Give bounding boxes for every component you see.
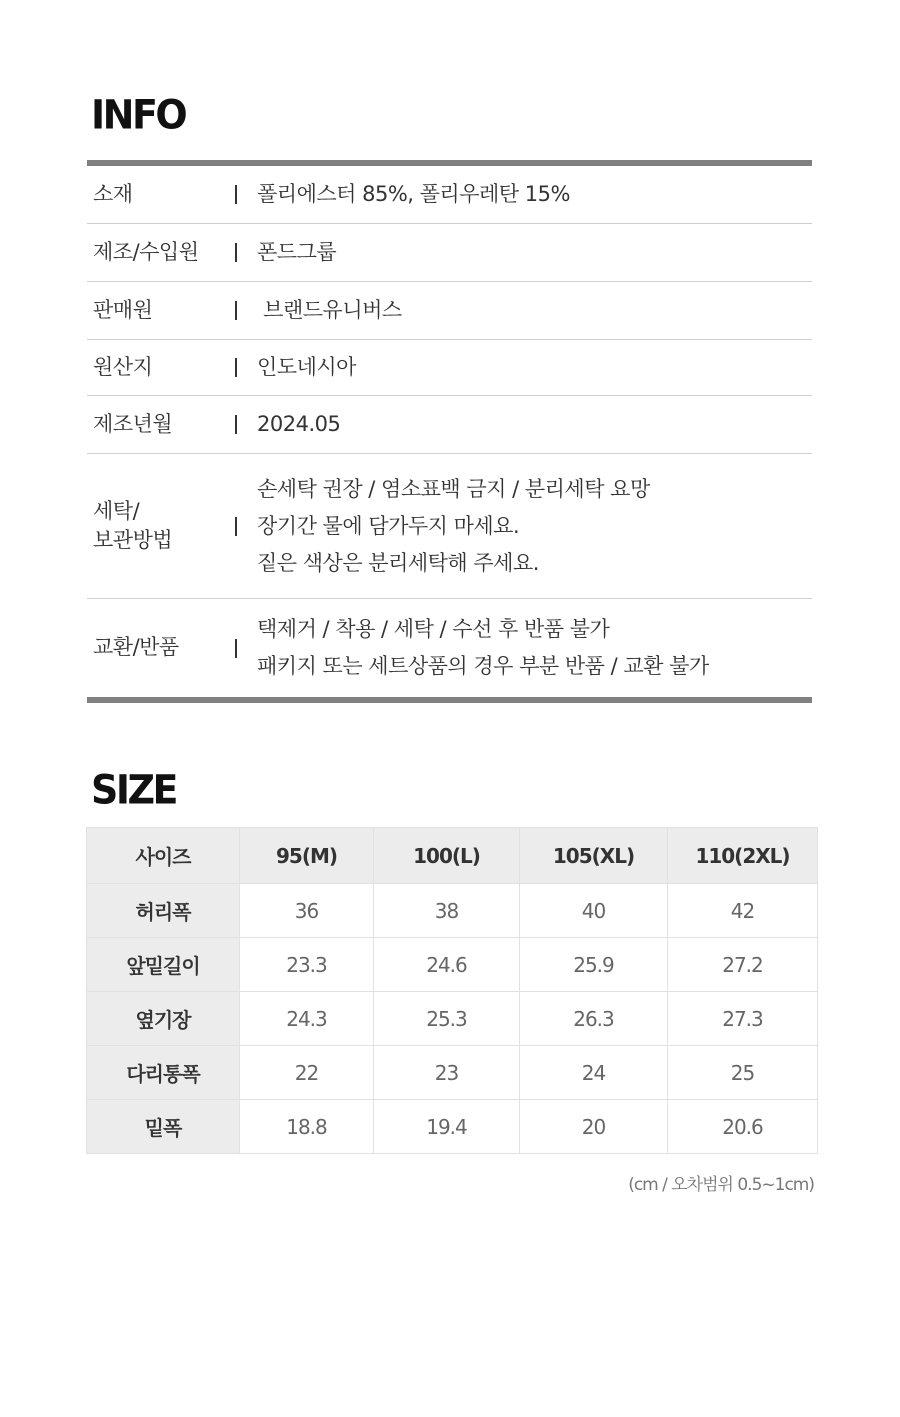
info-value: 2024.05 <box>257 412 341 436</box>
size-table <box>86 827 818 1154</box>
table-row <box>87 992 818 1046</box>
size-title: SIZE <box>91 766 177 814</box>
separator <box>235 243 237 262</box>
row-label: 허리폭 <box>87 884 240 938</box>
separator <box>235 185 237 204</box>
row-label: 옆기장 <box>87 992 240 1046</box>
table-row <box>87 938 818 992</box>
table-cell: 25 <box>668 1046 818 1100</box>
table-cell: 18.8 <box>240 1100 374 1154</box>
info-label: 원산지 <box>93 354 153 379</box>
separator <box>235 301 237 320</box>
table-cell: 36 <box>240 884 374 938</box>
info-row-care <box>87 454 812 599</box>
info-value: 폰드그룹 <box>257 240 337 264</box>
info-label: 교환/반품 <box>93 635 179 660</box>
info-row-origin <box>87 340 812 396</box>
size-table-header <box>87 828 818 884</box>
table-row <box>87 1046 818 1100</box>
table-cell: 27.2 <box>668 938 818 992</box>
info-row-manufacture-date <box>87 396 812 454</box>
table-row <box>87 1100 818 1154</box>
table-cell: 23.3 <box>240 938 374 992</box>
info-row-manufacturer <box>87 224 812 282</box>
separator <box>235 639 237 658</box>
table-cell: 23 <box>374 1046 520 1100</box>
info-label: 판매원 <box>93 297 153 322</box>
table-cell: 25.9 <box>520 938 668 992</box>
info-row-exchange <box>87 599 812 697</box>
table-cell: 24 <box>520 1046 668 1100</box>
table-cell: 27.3 <box>668 992 818 1046</box>
info-label: 제조년월 <box>93 411 173 436</box>
separator <box>235 415 237 434</box>
info-row-material <box>87 166 812 224</box>
separator <box>235 517 237 536</box>
table-cell: 25.3 <box>374 992 520 1046</box>
info-label: 제조/수입원 <box>93 239 199 264</box>
info-label: 소재 <box>93 181 133 206</box>
table-cell: 38 <box>374 884 520 938</box>
info-title: INFO <box>91 91 186 139</box>
table-cell: 20 <box>520 1100 668 1154</box>
row-label: 다리통폭 <box>87 1046 240 1100</box>
row-label: 밑폭 <box>87 1100 240 1154</box>
header-cell: 사이즈 <box>87 828 240 884</box>
table-cell: 22 <box>240 1046 374 1100</box>
row-label: 앞밑길이 <box>87 938 240 992</box>
header-cell: 105(XL) <box>520 828 668 884</box>
info-value: 인도네시아 <box>257 355 356 379</box>
table-cell: 24.3 <box>240 992 374 1046</box>
info-value: 손세탁 권장 / 염소표백 금지 / 분리세탁 요망 장기간 물에 담가두지 마세요. 짙은 색상은 분리세탁해 주세요. <box>257 476 650 575</box>
table-cell: 42 <box>668 884 818 938</box>
separator <box>235 358 237 377</box>
header-cell: 95(M) <box>240 828 374 884</box>
table-cell: 20.6 <box>668 1100 818 1154</box>
table-cell: 19.4 <box>374 1100 520 1154</box>
info-label: 세탁/ 보관방법 <box>93 498 173 552</box>
header-cell: 100(L) <box>374 828 520 884</box>
info-row-seller <box>87 282 812 340</box>
table-cell: 40 <box>520 884 668 938</box>
info-table <box>87 160 812 703</box>
info-value: 택제거 / 착용 / 세탁 / 수선 후 반품 불가 패키지 또는 세트상품의 경우 부분 반품 / 교환 불가 <box>257 617 709 678</box>
size-note: (cm / 오차범위 0.5~1cm) <box>628 1175 814 1195</box>
table-cell: 26.3 <box>520 992 668 1046</box>
header-cell: 110(2XL) <box>668 828 818 884</box>
info-value: 브랜드유니버스 <box>257 298 402 322</box>
table-row <box>87 884 818 938</box>
table-cell: 24.6 <box>374 938 520 992</box>
info-value: 폴리에스터 85%, 폴리우레탄 15% <box>257 182 570 206</box>
